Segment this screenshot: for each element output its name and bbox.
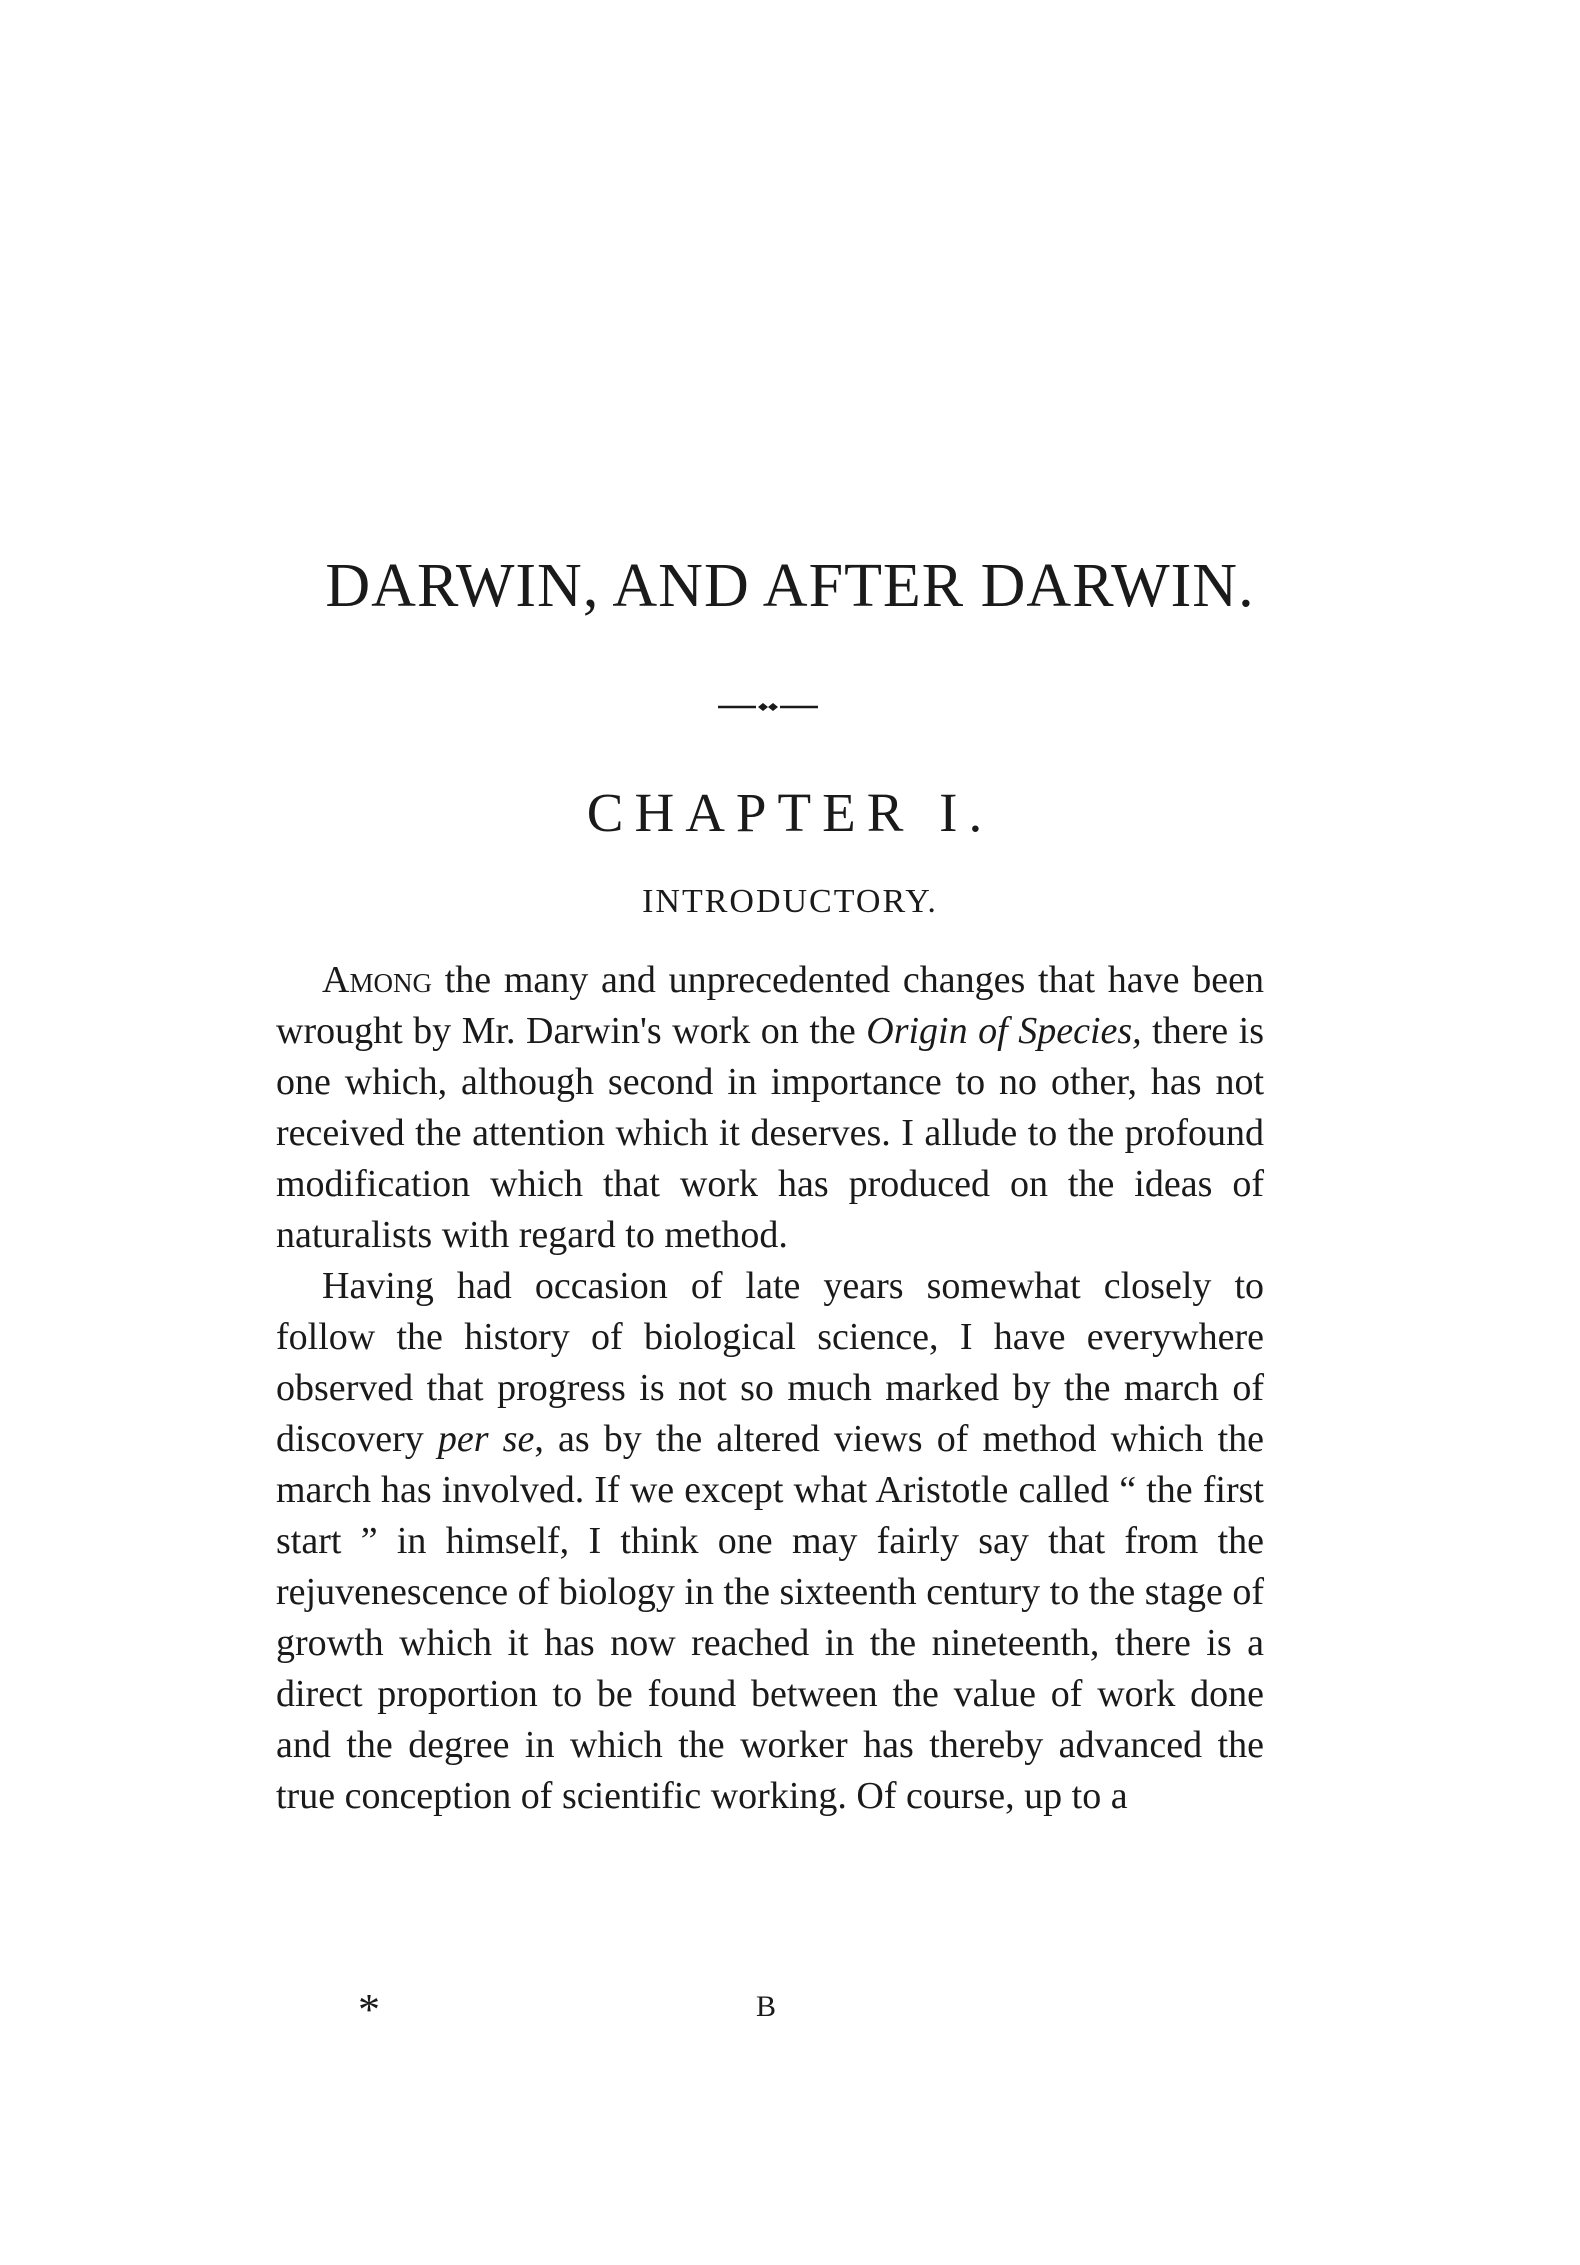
chapter-subtitle: INTRODUCTORY. bbox=[642, 883, 938, 920]
paragraph-1 bbox=[276, 955, 1264, 1261]
paragraph-2-text-a: Having had occasion of late years somewhat closely to follow the history of biological science, I have everywhere observed that progress is not so much marked by the march of discovery bbox=[276, 1265, 1264, 1460]
book-title-reference: Origin of Species, bbox=[866, 1010, 1142, 1052]
paragraph-2-text-b: , as by the altered views of method which the march has involved. If we except what Aristotle called “ the first start ” in himself, I think one may fairly say that from the rejuvenescence of biology in the sixteenth century to the stage of growth which it has now reached in the nineteenth, there is a direct proportion to be found between the value of work done and the degree in which the worker has thereby advanced the true conception of scientific working. Of course, up to a bbox=[276, 1418, 1265, 1817]
chapter-heading: CHAPTER I. bbox=[586, 782, 994, 843]
latin-phrase: per se bbox=[437, 1418, 535, 1460]
opening-word: Among bbox=[322, 959, 432, 1001]
rule-ornament-icon bbox=[718, 702, 818, 712]
signature-mark: * bbox=[358, 1985, 380, 2034]
signature-letter: B bbox=[756, 1990, 777, 2023]
paragraph-1-text-a: the many and unprecedented changes that have been wrought by Mr. Darwin's work on the bbox=[276, 959, 1264, 1052]
body-text bbox=[276, 955, 1264, 1822]
paragraph-1-text-b: there is one which, although second in importance to no other, has not received the attention which it deserves. I allude to the profound modification which that work has produced on the ideas of naturalists with regard to method. bbox=[276, 1010, 1264, 1256]
book-title: DARWIN, AND AFTER DARWIN. bbox=[325, 552, 1255, 620]
paragraph-2 bbox=[276, 1261, 1264, 1822]
page-footer bbox=[0, 1985, 1580, 2034]
